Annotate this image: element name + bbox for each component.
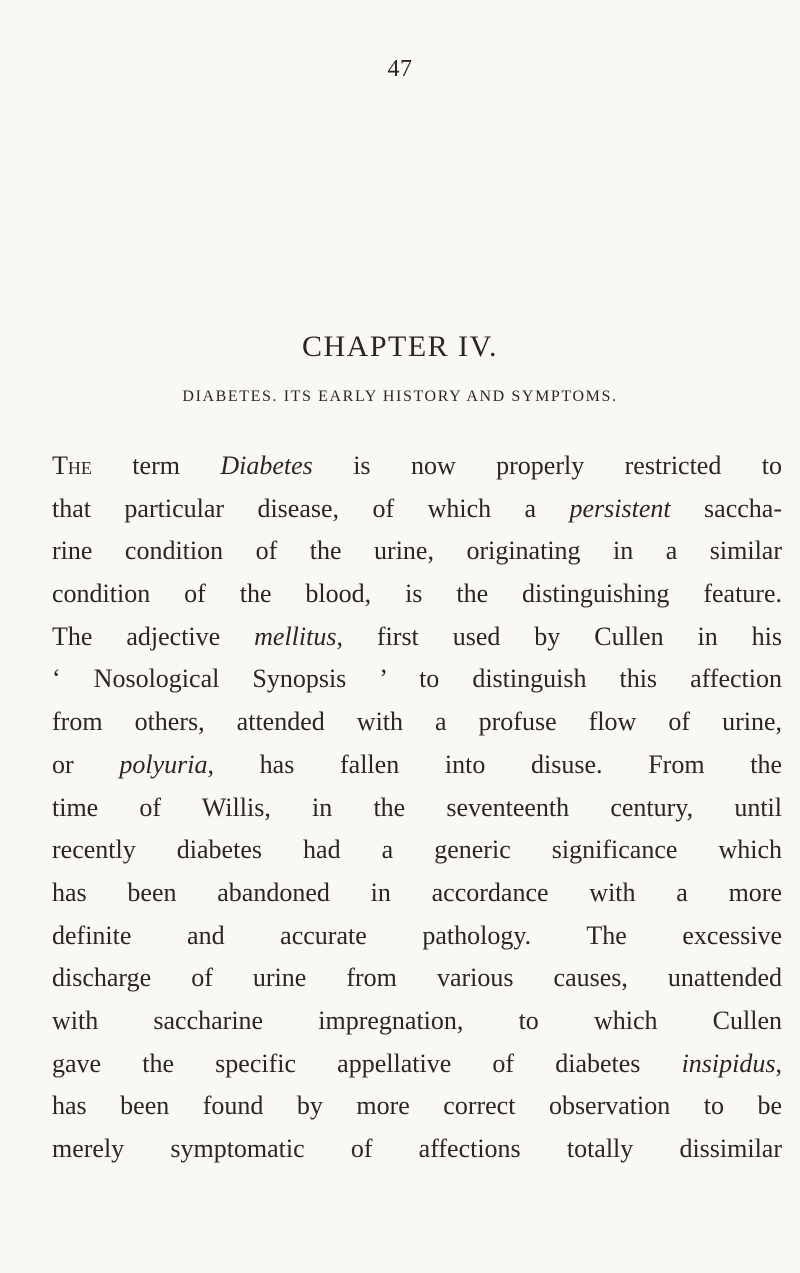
text-line [52,701,782,744]
text-line [52,530,782,573]
page-number: 47 [387,56,413,82]
text-segment: saccha- [670,493,782,523]
text-segment: that particular disease, of which a [52,493,570,523]
text-line [52,616,782,659]
text-line [52,915,782,958]
text-segment: has been found by more correct observation to be [52,1091,782,1121]
text-segment: condition of the blood, is the distinguishing feature. [52,579,782,609]
text-line [52,1000,782,1043]
text-segment: from others, attended with a profuse flow of urine, [52,707,782,737]
small-caps-opening-word: The [52,451,92,480]
text-segment: time of Willis, in the seventeenth century, until [52,792,782,822]
text-segment: merely symptomatic of affections totally dissimilar [52,1134,782,1163]
text-segment: gave the specific appellative of diabetes [52,1048,682,1078]
text-segment: , has fallen into disuse. From the [207,749,782,779]
text-line [52,744,782,787]
text-line [52,1128,782,1171]
text-segment: or [52,749,120,779]
text-segment: The adjective [52,621,255,651]
text-segment: ‘ Nosological Synopsis ’ to distinguish this affection [52,664,782,694]
text-line [52,573,782,616]
text-line [52,787,782,830]
text-line [52,1043,782,1086]
text-segment: discharge of urine from various causes, unattended [52,963,782,993]
section-heading: DIABETES. ITS EARLY HISTORY AND SYMPTOMS. [182,388,618,405]
text-line [52,658,782,701]
italic-term: insipidus [681,1048,776,1078]
italic-term: persistent [569,493,671,523]
italic-term: Diabetes [220,451,313,480]
italic-term: polyuria [119,749,208,779]
italic-term: mellitus [254,621,337,651]
text-segment: recently diabetes had a generic significance which [52,835,782,865]
text-segment: has been abandoned in accordance with a more [52,877,782,907]
text-segment: is now properly restricted to [312,451,782,480]
text-line [52,957,782,1000]
chapter-title: CHAPTER IV. [302,330,498,363]
text-line [52,1085,782,1128]
text-segment: with saccharine impregnation, to which Cullen [52,1005,782,1035]
text-segment: , [775,1048,782,1078]
text-segment: term [91,451,221,480]
text-line [52,829,782,872]
text-segment: , first used by Cullen in his [336,621,782,651]
text-segment: definite and accurate pathology. The excessive [52,920,782,950]
text-segment: rine condition of the urine, originating in a similar [52,536,782,566]
text-line [52,488,782,531]
text-line [52,445,782,488]
body-paragraph [52,445,782,1171]
text-line [52,872,782,915]
